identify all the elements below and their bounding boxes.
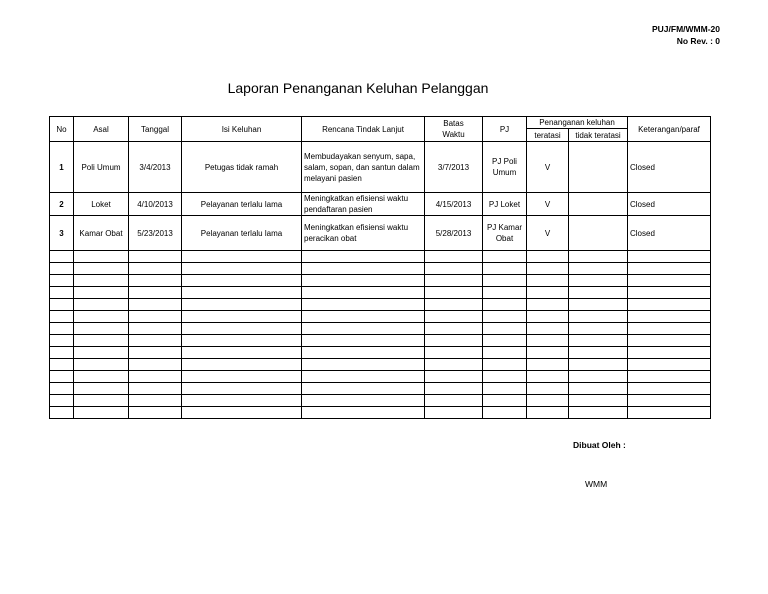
page-title: Laporan Penanganan Keluhan Pelanggan — [227, 80, 489, 96]
empty-cell — [527, 287, 569, 299]
empty-cell — [569, 299, 628, 311]
empty-cell — [50, 371, 74, 383]
empty-cell — [302, 287, 425, 299]
header-row — [50, 117, 711, 129]
empty-cell — [527, 359, 569, 371]
empty-cell — [483, 407, 527, 419]
header-penanganan: Penanganan keluhan — [527, 117, 628, 129]
empty-cell — [302, 335, 425, 347]
empty-cell — [527, 263, 569, 275]
empty-cell — [425, 311, 483, 323]
empty-cell — [129, 371, 182, 383]
row-isi-keluhan: Pelayanan terlalu lama — [182, 216, 302, 251]
empty-row — [50, 395, 711, 407]
empty-cell — [129, 275, 182, 287]
empty-cell — [74, 371, 129, 383]
row-rencana: Membudayakan senyum, sapa, salam, sopan, dan santun dalam melayani pasien — [302, 142, 425, 193]
header-keterangan: Keterangan/paraf — [628, 117, 711, 142]
row-isi-keluhan: Petugas tidak ramah — [182, 142, 302, 193]
empty-cell — [302, 275, 425, 287]
empty-cell — [628, 347, 711, 359]
empty-row — [50, 359, 711, 371]
empty-cell — [50, 287, 74, 299]
empty-cell — [182, 275, 302, 287]
empty-cell — [302, 251, 425, 263]
empty-cell — [628, 323, 711, 335]
table-row — [50, 193, 711, 216]
empty-cell — [50, 251, 74, 263]
signature-name: WMM — [585, 479, 608, 489]
empty-cell — [129, 323, 182, 335]
empty-cell — [569, 407, 628, 419]
empty-cell — [182, 347, 302, 359]
empty-cell — [527, 407, 569, 419]
empty-cell — [425, 251, 483, 263]
empty-cell — [425, 323, 483, 335]
empty-cell — [182, 407, 302, 419]
empty-cell — [182, 311, 302, 323]
empty-cell — [182, 359, 302, 371]
empty-cell — [628, 287, 711, 299]
empty-cell — [569, 251, 628, 263]
empty-row — [50, 371, 711, 383]
empty-cell — [569, 335, 628, 347]
empty-cell — [527, 323, 569, 335]
empty-cell — [74, 287, 129, 299]
empty-cell — [527, 371, 569, 383]
empty-cell — [302, 347, 425, 359]
empty-cell — [483, 371, 527, 383]
empty-cell — [569, 323, 628, 335]
empty-cell — [74, 359, 129, 371]
empty-cell — [74, 347, 129, 359]
empty-cell — [628, 263, 711, 275]
empty-row — [50, 263, 711, 275]
empty-cell — [50, 407, 74, 419]
header-tanggal: Tanggal — [129, 117, 182, 142]
empty-row — [50, 299, 711, 311]
empty-cell — [483, 335, 527, 347]
empty-cell — [483, 311, 527, 323]
row-pj: PJ Poli Umum — [483, 142, 527, 193]
empty-cell — [483, 359, 527, 371]
table-row — [50, 216, 711, 251]
empty-cell — [129, 347, 182, 359]
empty-cell — [302, 323, 425, 335]
empty-cell — [182, 263, 302, 275]
empty-cell — [569, 263, 628, 275]
row-no: 1 — [50, 142, 74, 193]
empty-cell — [527, 347, 569, 359]
header-isi-keluhan: Isi Keluhan — [182, 117, 302, 142]
row-tanggal: 5/23/2013 — [129, 216, 182, 251]
row-tidak-teratasi — [569, 216, 628, 251]
empty-row — [50, 323, 711, 335]
row-tanggal: 3/4/2013 — [129, 142, 182, 193]
empty-row — [50, 287, 711, 299]
empty-cell — [50, 335, 74, 347]
header-pj: PJ — [483, 117, 527, 142]
complaint-table — [49, 116, 711, 419]
empty-cell — [425, 383, 483, 395]
empty-cell — [302, 263, 425, 275]
empty-cell — [425, 359, 483, 371]
empty-cell — [50, 275, 74, 287]
row-asal: Poli Umum — [74, 142, 129, 193]
empty-cell — [569, 287, 628, 299]
row-batas-waktu: 4/15/2013 — [425, 193, 483, 216]
row-tidak-teratasi — [569, 142, 628, 193]
empty-cell — [302, 311, 425, 323]
empty-cell — [569, 395, 628, 407]
document-code — [652, 23, 720, 47]
empty-cell — [74, 407, 129, 419]
empty-cell — [425, 263, 483, 275]
empty-cell — [569, 371, 628, 383]
empty-cell — [50, 359, 74, 371]
empty-cell — [425, 275, 483, 287]
row-teratasi: V — [527, 216, 569, 251]
empty-cell — [425, 347, 483, 359]
empty-cell — [50, 395, 74, 407]
row-asal: Kamar Obat — [74, 216, 129, 251]
empty-cell — [483, 383, 527, 395]
row-keterangan: Closed — [628, 193, 711, 216]
empty-cell — [483, 275, 527, 287]
empty-row — [50, 335, 711, 347]
empty-cell — [628, 275, 711, 287]
empty-cell — [74, 323, 129, 335]
row-batas-waktu: 5/28/2013 — [425, 216, 483, 251]
row-no: 2 — [50, 193, 74, 216]
empty-cell — [50, 323, 74, 335]
empty-cell — [50, 383, 74, 395]
empty-row — [50, 311, 711, 323]
empty-cell — [527, 299, 569, 311]
empty-cell — [569, 359, 628, 371]
row-keterangan: Closed — [628, 142, 711, 193]
empty-cell — [425, 395, 483, 407]
empty-cell — [628, 395, 711, 407]
empty-cell — [483, 395, 527, 407]
empty-cell — [50, 347, 74, 359]
empty-cell — [182, 299, 302, 311]
row-pj: PJ Kamar Obat — [483, 216, 527, 251]
row-tidak-teratasi — [569, 193, 628, 216]
empty-cell — [129, 359, 182, 371]
row-tanggal: 4/10/2013 — [129, 193, 182, 216]
row-pj: PJ Loket — [483, 193, 527, 216]
empty-rows — [50, 251, 711, 419]
header-rencana: Rencana Tindak Lanjut — [302, 117, 425, 142]
empty-cell — [628, 407, 711, 419]
empty-cell — [182, 395, 302, 407]
empty-cell — [129, 311, 182, 323]
row-batas-waktu: 3/7/2013 — [425, 142, 483, 193]
empty-cell — [628, 335, 711, 347]
empty-cell — [302, 359, 425, 371]
empty-row — [50, 275, 711, 287]
form-number: PUJ/FM/WMM-20 — [652, 24, 720, 34]
empty-cell — [527, 383, 569, 395]
empty-cell — [129, 383, 182, 395]
empty-cell — [628, 383, 711, 395]
row-rencana: Meningkatkan efisiensi waktu peracikan obat — [302, 216, 425, 251]
row-no: 3 — [50, 216, 74, 251]
empty-cell — [569, 275, 628, 287]
empty-cell — [527, 251, 569, 263]
empty-row — [50, 347, 711, 359]
empty-cell — [425, 371, 483, 383]
empty-cell — [129, 407, 182, 419]
empty-cell — [302, 407, 425, 419]
empty-cell — [483, 299, 527, 311]
empty-row — [50, 251, 711, 263]
empty-cell — [74, 251, 129, 263]
empty-cell — [74, 383, 129, 395]
signature-label: Dibuat Oleh : — [573, 440, 626, 450]
empty-cell — [50, 311, 74, 323]
empty-cell — [425, 287, 483, 299]
empty-cell — [569, 347, 628, 359]
empty-cell — [425, 407, 483, 419]
empty-cell — [74, 335, 129, 347]
empty-cell — [628, 299, 711, 311]
header-no: No — [50, 117, 74, 142]
row-teratasi: V — [527, 193, 569, 216]
empty-cell — [527, 395, 569, 407]
row-isi-keluhan: Pelayanan terlalu lama — [182, 193, 302, 216]
empty-cell — [628, 311, 711, 323]
empty-cell — [74, 275, 129, 287]
empty-cell — [129, 335, 182, 347]
row-asal: Loket — [74, 193, 129, 216]
empty-cell — [74, 311, 129, 323]
empty-cell — [129, 299, 182, 311]
empty-cell — [527, 335, 569, 347]
empty-cell — [527, 275, 569, 287]
empty-cell — [569, 311, 628, 323]
empty-cell — [628, 251, 711, 263]
table-row — [50, 142, 711, 193]
empty-cell — [425, 299, 483, 311]
empty-cell — [74, 263, 129, 275]
empty-cell — [129, 251, 182, 263]
header-asal: Asal — [74, 117, 129, 142]
empty-row — [50, 383, 711, 395]
empty-cell — [302, 371, 425, 383]
empty-cell — [182, 287, 302, 299]
empty-cell — [302, 383, 425, 395]
empty-cell — [50, 299, 74, 311]
empty-cell — [50, 263, 74, 275]
empty-cell — [569, 383, 628, 395]
empty-cell — [74, 299, 129, 311]
empty-cell — [182, 383, 302, 395]
empty-cell — [483, 251, 527, 263]
empty-cell — [483, 347, 527, 359]
empty-cell — [182, 371, 302, 383]
empty-cell — [182, 251, 302, 263]
empty-cell — [483, 323, 527, 335]
empty-cell — [129, 395, 182, 407]
empty-cell — [302, 299, 425, 311]
empty-cell — [129, 287, 182, 299]
empty-cell — [628, 371, 711, 383]
empty-cell — [483, 287, 527, 299]
header-batas-waktu: Batas Waktu — [425, 117, 483, 142]
empty-cell — [182, 335, 302, 347]
row-keterangan: Closed — [628, 216, 711, 251]
row-teratasi: V — [527, 142, 569, 193]
header-teratasi: teratasi — [527, 129, 569, 142]
empty-cell — [182, 323, 302, 335]
empty-cell — [74, 395, 129, 407]
empty-row — [50, 407, 711, 419]
empty-cell — [425, 335, 483, 347]
empty-cell — [483, 263, 527, 275]
empty-cell — [628, 359, 711, 371]
header-tidak-teratasi: tidak teratasi — [569, 129, 628, 142]
empty-cell — [527, 311, 569, 323]
row-rencana: Meningkatkan efisiensi waktu pendaftaran pasien — [302, 193, 425, 216]
revision-number: No Rev. : 0 — [676, 36, 720, 46]
empty-cell — [302, 395, 425, 407]
empty-cell — [129, 263, 182, 275]
